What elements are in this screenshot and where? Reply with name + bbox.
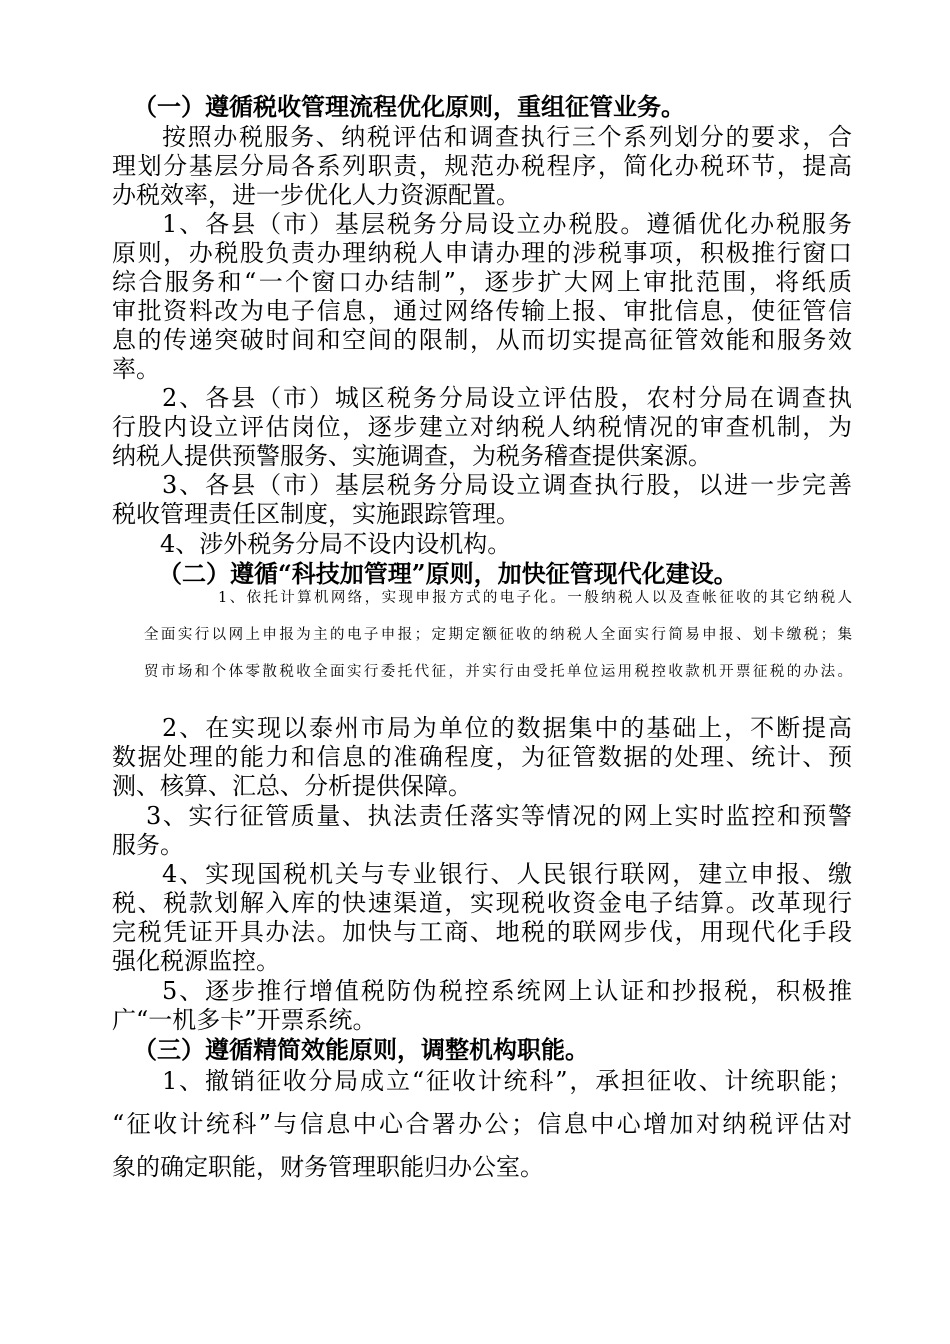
text-line: 数据处理的能力和信息的准确程度，为征管数据的处理、统计、预 [112,743,852,771]
text-line: 象的确定职能，财务管理职能归办公室。 [112,1153,544,1181]
text-line: 理划分基层分局各系列职责，规范办税程序，简化办税环节，提高 [112,152,852,180]
text-line: 贸市场和个体零散税收全面实行委托代征，并实行由受托单位运用税控收款机开票征税的办法。 [144,664,852,680]
text-line: 全面实行以网上申报为主的电子申报；定期定额征收的纳税人全面实行简易申报、划卡缴税；集 [144,627,852,643]
text-line: 税收管理责任区制度，实施跟踪管理。 [112,500,520,528]
text-line: 强化税源监控。 [112,947,280,975]
text-line: 原则，办税股负责办理纳税人申请办理的涉税事项，积极推行窗口 [112,239,852,267]
text-line: 息的传递突破时间和空间的限制，从而切实提高征管效能和服务效 [112,326,852,354]
text-line: 率。 [112,355,160,383]
text-line: 4、涉外税务分局不设内设机构。 [160,530,512,558]
text-line: 2、各县（市）城区税务分局设立评估股，农村分局在调查执 [162,384,852,412]
text-line: 审批资料改为电子信息，通过网络传输上报、审批信息，使征管信 [112,297,852,325]
text-line: 按照办税服务、纳税评估和调查执行三个系列划分的要求，合 [162,123,852,151]
text-line: 5、逐步推行增值税防伪税控系统网上认证和抄报税，积极推 [162,977,852,1005]
text-line: 广“一机多卡”开票系统。 [112,1006,377,1034]
text-line: 测、核算、汇总、分析提供保障。 [112,772,472,800]
text-line: 4、实现国税机关与专业银行、人民银行联网，建立申报、缴 [162,860,852,888]
section-heading: （三）遵循精简效能原则，调整机构职能。 [133,1035,589,1064]
text-line: 服务。 [112,831,184,859]
text-line: 1、各县（市）基层税务分局设立办税股。遵循优化办税服务 [162,210,852,238]
text-line: 3、各县（市）基层税务分局设立调查执行股，以进一步完善 [162,471,852,499]
text-line: 1、撤销征收分局成立“征收计统科”，承担征收、计统职能； [162,1067,852,1095]
text-line: 1、依托计算机网络，实现申报方式的电子化。一般纳税人以及查帐征收的其它纳税人 [218,590,852,606]
text-line: 办税效率，进一步优化人力资源配置。 [112,181,520,209]
text-line: 完税凭证开具办法。加快与工商、地税的联网步伐，用现代化手段 [112,918,852,946]
text-line: “征收计统科”与信息中心合署办公；信息中心增加对纳税评估对 [112,1110,852,1138]
text-line: 行股内设立评估岗位，逐步建立对纳税人纳税情况的审查机制，为 [112,413,852,441]
text-line: 综合服务和“一个窗口办结制”，逐步扩大网上审批范围，将纸质 [112,268,852,296]
text-line: 税、税款划解入库的快速渠道，实现税收资金电子结算。改革现行 [112,889,852,917]
text-line: 3、实行征管质量、执法责任落实等情况的网上实时监控和预警 [146,802,852,830]
text-line: 2、在实现以泰州市局为单位的数据集中的基础上，不断提高 [162,714,852,742]
section-heading: （一）遵循税收管理流程优化原则，重组征管业务。 [133,92,685,121]
section-heading: （二）遵循“科技加管理”原则，加快征管现代化建设。 [158,559,738,588]
text-line: 纳税人提供预警服务、实施调查，为税务稽查提供案源。 [112,442,712,470]
